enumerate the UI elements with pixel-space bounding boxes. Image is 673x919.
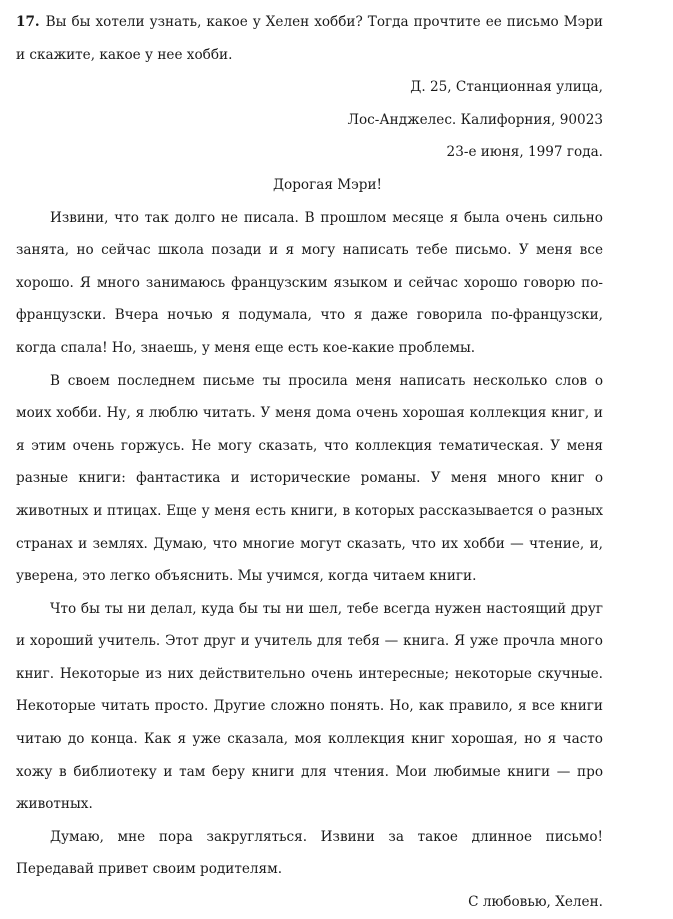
address-line-2: Лос-Анджелес. Калифорния, 90023 (347, 111, 603, 128)
letter-address (16, 71, 603, 169)
letter-paragraph-1: Извини, что так долго не писала. В прошлом месяце я была очень сильно занята, но сейчас школа позади и я могу написать тебе письмо. У меня все хорошо. Я много занимаюсь французским языком и сейчас хорошо говорю по-французски. Вчера ночью я подумала, что я даже говорила по-французски, когда спала! Но, знаешь, у меня еще есть кое-какие проблемы. (16, 209, 603, 356)
letter-signoff: С любовью, Хелен. (468, 894, 603, 911)
task-number: 17. (16, 14, 40, 30)
task-text: Вы бы хотели узнать, какое у Хелен хобби? Тогда прочтите ее письмо Мэри и скажите, какое у нее хобби. (16, 14, 603, 63)
address-line-1: Д. 25, Станционная улица, (410, 79, 603, 96)
letter-date: 23-е июня, 1997 года. (446, 144, 603, 161)
letter-paragraph-3: Что бы ты ни делал, куда бы ты ни шел, тебе всегда нужен настоящий друг и хороший учитель. Этот друг и учитель для тебя — книга. Я уже прочла много книг. Некоторые из них действительно очень интересные; некоторые скучные. Некоторые читать просто. Другие сложно понять. Но, как правило, я все книги читаю до конца. Как я уже сказала, моя коллекция книг хорошая, но я часто хожу в библиотеку и там беру книги для чтения. Мои любимые книги — про животных. (16, 600, 603, 813)
letter-paragraph-2: В своем последнем письме ты просила меня написать несколько слов о моих хобби. Ну, я люблю читать. У меня дома очень хорошая коллекция книг, и я этим очень горжусь. Не могу сказать, что коллекция тематическая. У меня разные книги: фантастика и исторические романы. У меня много книг о животных и птицах. Еще у меня есть книги, в которых рассказывается о разных странах и землях. Думаю, что многие могут сказать, что их хобби — чтение, и, уверена, это легко объяснить. Мы учимся, когда читаем книги. (16, 372, 603, 585)
task-instruction (16, 6, 603, 71)
letter-paragraph-4: Думаю, мне пора закругляться. Извини за такое длинное письмо! Передавай привет своим родителям. (16, 828, 603, 878)
letter-greeting: Дорогая Мэри! (272, 176, 382, 193)
